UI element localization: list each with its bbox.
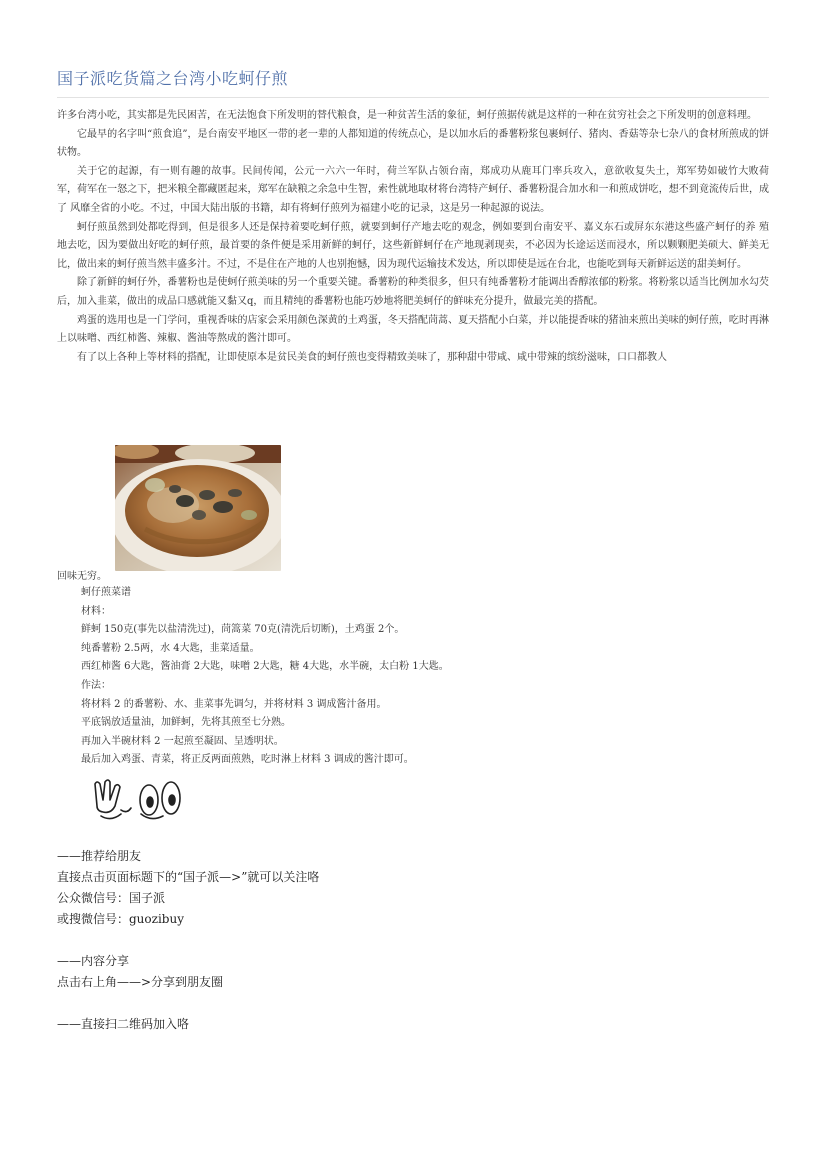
oyster-omelette-photo xyxy=(115,445,281,571)
photo-block xyxy=(57,445,769,580)
wechat-account: 公众微信号：国子派 xyxy=(57,891,166,905)
recipe-title: 蚵仔煎菜谱 xyxy=(81,587,131,598)
share-tip: 点击右上角——>分享到朋友圈 xyxy=(57,975,224,989)
article-body xyxy=(57,107,769,367)
paragraph-summary-end: 回味无穷。 xyxy=(57,571,107,582)
follow-tip: 直接点击页面标题下的“国子派—>”就可以关注咯 xyxy=(57,870,320,884)
hand-drawn-smiley-icon xyxy=(91,776,187,824)
title-divider xyxy=(57,97,769,98)
paragraph-starch: 除了新鲜的蚵仔外，番薯粉也是使蚵仔煎美味的另一个重要关键。番薯粉的种类很多，但只有纯番薯粉才能调出香醇浓郁的粉浆。将粉浆以适当比例加水勾芡后，加入韭菜，做出的成品口感就能又黏又q，而且精纯的番薯粉也能巧妙地将肥美蚵仔的鲜味充分提升，做最完美的搭配。 xyxy=(57,277,769,307)
paragraph-freshness: 蚵仔煎虽然到处都吃得到，但是很多人还是保持着要吃蚵仔煎，就要到蚵仔产地去吃的观念，例如要到台南安平、嘉义东石或屏东东港这些盛产蚵仔的养 殖地去吃，因为要做出好吃的蚵仔煎，最首要的条件便是采用新鲜的蚵仔，这些新鲜蚵仔在产地现剥现卖，不必因为长途运送而浸水，所以颗颗肥美硕大、鲜美无 比，做出来的蚵仔煎当然丰盛多汁。不过，不是住在产地的人也别抱憾，因为现代运输技术发达，所以即使是远在台北，也能吃到每天新鲜运送的甜美蚵仔。 xyxy=(57,221,769,270)
oyster-omelette-image xyxy=(115,445,281,571)
recipe-section xyxy=(81,584,771,770)
recipe-step: 平底锅放适量油，加鲜蚵，先将其煎至七分熟。 xyxy=(81,717,291,729)
share-heading: ——内容分享 xyxy=(57,954,130,968)
recipe-materials-label: 材料： xyxy=(81,605,111,617)
wechat-search-id: 或搜微信号：guozibuy xyxy=(57,912,184,926)
paragraph-origin: 关于它的起源，有一则有趣的故事。民间传闻，公元一六六一年时，荷兰军队占领台南，郑成功从鹿耳门率兵攻入，意欲收复失土，郑军势如破竹大败荷 军，荷军在一怒之下，把米粮全都藏匿起来，郑军在缺粮之余急中生智，索性就地取材将台湾特产蚵仔、番薯粉混合加水和一和煎成饼吃，想不到竟流传后世，成了 风靡全省的小吃。不过，中国大陆出版的书籍，却有将蚵仔煎列为福建小吃的记录，这是另一种起源的说法。 xyxy=(57,165,769,214)
paragraph-name: 它最早的名字叫“煎食追”，是台南安平地区一带的老一辈的人都知道的传统点心，是以加水后的番薯粉浆包裹蚵仔、猪肉、香菇等杂七杂八的食材所煎成的饼状物。 xyxy=(57,128,769,159)
paragraph-egg: 鸡蛋的选用也是一门学问，重视香味的店家会采用颜色深黄的土鸡蛋，冬天搭配茼蒿、夏天搭配小白菜，并以能提香味的猪油来煎出美味的蚵仔煎，吃时再淋上以味噌、西红柿酱、辣椒、酱油等熬成的酱汁即可。 xyxy=(57,314,769,345)
recipe-step: 再加入半碗材料 2 一起煎至凝固、呈透明状。 xyxy=(81,735,284,747)
recipe-step: 最后加入鸡蛋、青菜，将正反两面煎熟，吃时淋上材料 3 调成的酱汁即可。 xyxy=(81,754,414,766)
page-title: 国子派吃货篇之台湾小吃蚵仔煎 xyxy=(57,69,289,88)
footer-section xyxy=(57,846,769,1035)
recipe-step: 将材料 2 的番薯粉、水、韭菜事先调匀，并将材料 3 调成酱汁备用。 xyxy=(81,698,387,710)
recipe-steps-label: 作法： xyxy=(81,679,111,691)
recipe-material-line: 鲜蚵 150克(事先以盐清洗过)，茼篙菜 70克(清洗后切断)，土鸡蛋 2个。 xyxy=(81,624,405,636)
recommend-heading: ——推荐给朋友 xyxy=(57,849,142,863)
recipe-material-line: 西红柿酱 6大匙，酱油膏 2大匙，味噌 2大匙，糖 4大匙，水半碗，太白粉 1大匙。 xyxy=(81,661,449,673)
paragraph-intro: 许多台湾小吃，其实都是先民困苦，在无法饱食下所发明的替代粮食，是一种贫苦生活的象征，蚵仔煎据传就是这样的一种在贫穷社会之下所发明的创意料理。 xyxy=(57,110,757,121)
recipe-material-line: 纯番薯粉 2.5两，水 4大匙，韭菜适量。 xyxy=(81,642,260,654)
qr-tip: ——直接扫二维码加入咯 xyxy=(57,1017,190,1031)
paragraph-summary: 有了以上各种上等材料的搭配，让即使原本是贫民美食的蚵仔煎也变得精致美味了，那种甜中带咸、咸中带辣的缤纷滋味，口口都教人 xyxy=(77,351,667,363)
